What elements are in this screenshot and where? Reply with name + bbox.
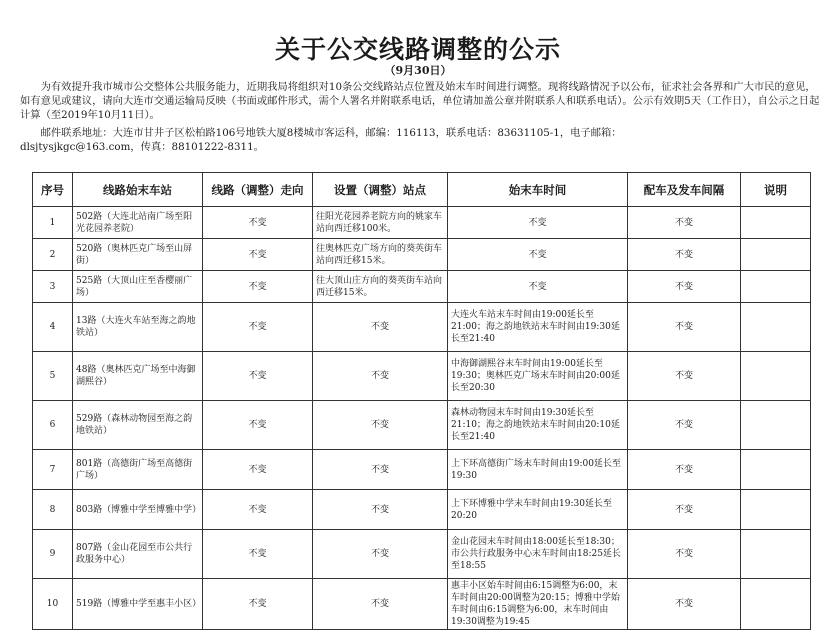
cell-stop: 不变 — [313, 579, 448, 630]
cell-stop: 不变 — [313, 352, 448, 401]
cell-time: 惠丰小区始车时间由6:15调整为6:00，末车时间由20:00调整为20:15；博雅中学始车时间由6:15调整为6:00，末车时间由19:30调整为19:45 — [448, 579, 628, 630]
cell-route: 不变 — [203, 401, 313, 450]
cell-fleet: 不变 — [628, 530, 741, 579]
cell-stop: 不变 — [313, 490, 448, 530]
cell-time: 大连火车站末车时间由19:00延长至21:00；海之韵地铁站末车时间由19:30延长至21:40 — [448, 303, 628, 352]
cell-stop: 不变 — [313, 303, 448, 352]
cell-time: 不变 — [448, 207, 628, 239]
cell-note — [741, 490, 811, 530]
notice-date: （9月30日） — [384, 64, 452, 77]
cell-route: 不变 — [203, 352, 313, 401]
table-row — [33, 271, 811, 303]
table-row — [33, 450, 811, 490]
cell-note — [741, 530, 811, 579]
cell-fleet: 不变 — [628, 579, 741, 630]
header-stop: 设置（调整）站点 — [313, 173, 448, 207]
cell-line: 525路（大顶山庄至香樱丽广场） — [73, 271, 203, 303]
cell-fleet: 不变 — [628, 490, 741, 530]
table-row — [33, 239, 811, 271]
cell-fleet: 不变 — [628, 271, 741, 303]
cell-no: 3 — [33, 271, 73, 303]
cell-note — [741, 579, 811, 630]
table-row — [33, 490, 811, 530]
contact-info — [20, 126, 820, 154]
cell-time: 上下环高德街广场末车时间由19:00延长至19:30 — [448, 450, 628, 490]
header-route: 线路（调整）走向 — [203, 173, 313, 207]
cell-fleet: 不变 — [628, 352, 741, 401]
cell-no: 2 — [33, 239, 73, 271]
route-adjustment-table — [32, 172, 811, 630]
cell-time: 不变 — [448, 271, 628, 303]
cell-no: 6 — [33, 401, 73, 450]
cell-stop: 不变 — [313, 401, 448, 450]
cell-note — [741, 401, 811, 450]
header-no: 序号 — [33, 173, 73, 207]
cell-line: 502路（大连北站南广场至阳光花园养老院） — [73, 207, 203, 239]
cell-route: 不变 — [203, 207, 313, 239]
cell-note — [741, 271, 811, 303]
contact-line-address: 邮件联系地址：大连市甘井子区松柏路106号地铁大厦8楼城市客运科，邮编：116113，联系电话：83631105-1，电子邮箱： — [40, 127, 622, 139]
cell-no: 5 — [33, 352, 73, 401]
page-title: 关于公交线路调整的公示 — [274, 35, 561, 64]
cell-no: 9 — [33, 530, 73, 579]
cell-stop: 往奥林匹克广场方向的葵英街车站向西迁移15米。 — [313, 239, 448, 271]
cell-route: 不变 — [203, 239, 313, 271]
cell-no: 7 — [33, 450, 73, 490]
cell-no: 8 — [33, 490, 73, 530]
cell-no: 10 — [33, 579, 73, 630]
cell-fleet: 不变 — [628, 303, 741, 352]
table-row — [33, 401, 811, 450]
cell-time: 森林动物园末车时间由19:30延长至21:10；海之韵地铁站末车时间由20:10延长至21:40 — [448, 401, 628, 450]
header-line: 线路始末车站 — [73, 173, 203, 207]
table-row — [33, 579, 811, 630]
cell-time: 中海御湖熙谷末车时间由19:00延长至19:30；奥林匹克广场末车时间由20:00延长至20:30 — [448, 352, 628, 401]
table-row — [33, 303, 811, 352]
table-row — [33, 352, 811, 401]
cell-route: 不变 — [203, 271, 313, 303]
cell-line: 520路（奥林匹克广场至山屏街） — [73, 239, 203, 271]
cell-stop: 往阳光花园养老院方向的姚家车站向西迁移100米。 — [313, 207, 448, 239]
cell-line: 803路（博雅中学至博雅中学） — [73, 490, 203, 530]
cell-line: 801路（高德街广场至高德街广场） — [73, 450, 203, 490]
cell-fleet: 不变 — [628, 207, 741, 239]
cell-fleet: 不变 — [628, 239, 741, 271]
header-time: 始末车时间 — [448, 173, 628, 207]
cell-fleet: 不变 — [628, 401, 741, 450]
cell-route: 不变 — [203, 579, 313, 630]
cell-time: 金山花园末车时间由18:00延长至18:30；市公共行政服务中心末车时间由18:25延长至18:55 — [448, 530, 628, 579]
cell-route: 不变 — [203, 530, 313, 579]
table-row — [33, 530, 811, 579]
cell-route: 不变 — [203, 450, 313, 490]
cell-stop: 往大顶山庄方向的葵英街车站向西迁移15米。 — [313, 271, 448, 303]
cell-time: 不变 — [448, 239, 628, 271]
cell-fleet: 不变 — [628, 450, 741, 490]
cell-note — [741, 207, 811, 239]
cell-line: 807路（金山花园至市公共行政服务中心） — [73, 530, 203, 579]
cell-route: 不变 — [203, 490, 313, 530]
intro-paragraph: 为有效提升我市城市公交整体公共服务能力，近期我局将组织对10条公交线路站点位置及始末车时间进行调整。现将线路情况予以公布，征求社会各界和广大市民的意见，如有意见或建议，请向大连市交通运输局反映（书面或邮件形式，需个人署名并附联系电话，单位请加盖公章并附联系人和联系电话）。公示有效期5天（工作日），自公示之日起计算（至2019年10月11日）。 — [20, 81, 820, 121]
cell-time: 上下环博雅中学末车时间由19:30延长至20:20 — [448, 490, 628, 530]
cell-stop: 不变 — [313, 530, 448, 579]
cell-route: 不变 — [203, 303, 313, 352]
cell-line: 13路（大连火车站至海之韵地铁站） — [73, 303, 203, 352]
table-row — [33, 207, 811, 239]
cell-note — [741, 303, 811, 352]
header-note: 说明 — [741, 173, 811, 207]
contact-line-email-fax: dlsjtysjkgc@163.com，传真：88101222-8311。 — [20, 141, 264, 153]
cell-line: 519路（博雅中学至惠丰小区） — [73, 579, 203, 630]
cell-line: 529路（森林动物园至海之韵地铁站） — [73, 401, 203, 450]
cell-no: 1 — [33, 207, 73, 239]
cell-stop: 不变 — [313, 450, 448, 490]
cell-line: 48路（奥林匹克广场至中海御湖熙谷） — [73, 352, 203, 401]
header-fleet: 配车及发车间隔 — [628, 173, 741, 207]
table-header-row — [33, 173, 811, 207]
cell-note — [741, 450, 811, 490]
cell-note — [741, 239, 811, 271]
cell-note — [741, 352, 811, 401]
cell-no: 4 — [33, 303, 73, 352]
